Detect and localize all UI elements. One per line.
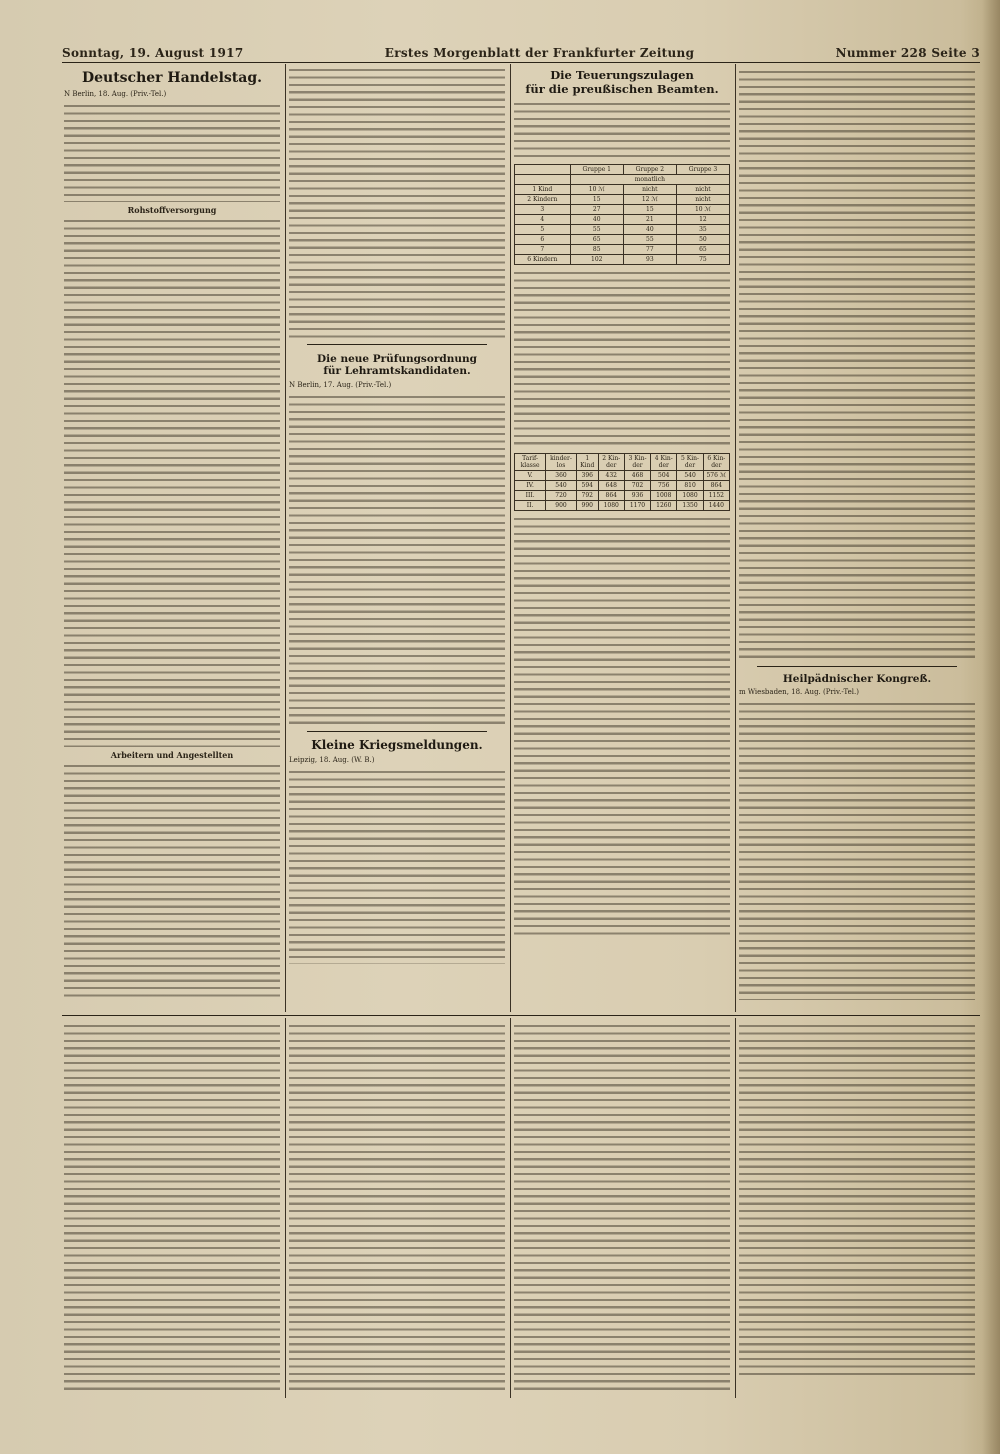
- feuilleton-column: [64, 1022, 280, 1394]
- section-heading: Arbeitern und Angestellten: [110, 750, 234, 760]
- text-block: [64, 217, 280, 747]
- article-dateline: N Berlin, 17. Aug. (Priv.-Tel.): [289, 381, 392, 389]
- text-block: [289, 66, 505, 338]
- article-headline: Kleine Kriegsmeldungen.: [311, 738, 483, 752]
- article-dateline: m Wiesbaden, 18. Aug. (Priv.-Tel.): [739, 688, 859, 696]
- table-header: Gruppe 1: [570, 165, 623, 175]
- column-divider: [510, 1018, 511, 1398]
- table-row: III. 720 792 864 936 1008 1080 1152: [515, 491, 730, 501]
- table-row: 2 Kindern 15 12 ℳ nicht: [515, 195, 730, 205]
- article-teuerung: [514, 68, 730, 1010]
- text-block: [514, 269, 730, 449]
- separator: [307, 344, 487, 345]
- table-unit: monatlich: [570, 175, 729, 185]
- issue-number: Nummer 228 Seite 3: [835, 46, 980, 60]
- table-row: 4 40 21 12: [515, 215, 730, 225]
- text-block: [514, 515, 730, 935]
- issue-date: Sonntag, 19. August 1917: [62, 46, 244, 60]
- article-headline: Die Teuerungszulagen: [550, 68, 694, 82]
- article-headline: Die neue Prüfungsordnung: [317, 353, 477, 365]
- article-dateline: Leipzig, 18. Aug. (W. B.): [289, 756, 375, 764]
- article-dateline: N Berlin, 18. Aug. (Priv.-Tel.): [64, 90, 167, 98]
- column-divider: [285, 1018, 286, 1398]
- text-block: [64, 762, 280, 1002]
- text-block: [739, 700, 975, 1000]
- article-headline: Deutscher Handelstag.: [81, 70, 262, 86]
- column-divider: [285, 64, 286, 1012]
- tariff-table: Tarif-klasse kinder-los 1 Kind 2 Kin-der 3 Kin-der 4 Kin-der 5 Kin-der 6 Kin-der V. 360 396 432 468 504 540 576 ℳ IV. 540 594 648 702 756 810 864 III. 720 792 864 936 1008 1080 1152 II. 900 990 1080 1170 1260 1350 1440: [514, 453, 730, 511]
- table-row: 1 Kind 10 ℳ nicht nicht: [515, 185, 730, 195]
- table-row: 3 27 15 10 ℳ: [515, 205, 730, 215]
- table-row: IV. 540 594 648 702 756 810 864: [515, 481, 730, 491]
- separator: [757, 666, 957, 667]
- table-row: II. 900 990 1080 1170 1260 1350 1440: [515, 501, 730, 511]
- feuilleton-rule: [62, 1015, 980, 1016]
- table-header: Gruppe 3: [676, 165, 729, 175]
- feuilleton-column: [514, 1022, 730, 1394]
- masthead-rule: [62, 62, 980, 63]
- text-block: [64, 102, 280, 202]
- newspaper-title: Erstes Morgenblatt der Frankfurter Zeitung: [384, 46, 695, 60]
- article-subheadline: für die preußischen Beamten.: [525, 82, 719, 96]
- feuilleton-column: [289, 1022, 505, 1394]
- table-row: 6 Kindern 102 93 75: [515, 255, 730, 265]
- column-divider: [735, 64, 736, 1012]
- column-two: [289, 66, 505, 1010]
- table-row: 5 55 40 35: [515, 225, 730, 235]
- pay-table: [514, 164, 730, 265]
- column-divider: [510, 64, 511, 1012]
- text-block: [289, 393, 505, 725]
- text-block: [289, 768, 505, 964]
- article-subheadline: für Lehramtskandidaten.: [323, 365, 471, 377]
- text-block: [514, 100, 730, 160]
- table-row: 6 65 55 50: [515, 235, 730, 245]
- table-header: Gruppe 2: [623, 165, 676, 175]
- column-four: [739, 68, 975, 1010]
- masthead: [62, 42, 980, 60]
- feuilleton-column: [739, 1022, 975, 1377]
- section-heading: Rohstoffversorgung: [127, 205, 217, 215]
- text-block: [739, 68, 975, 660]
- binding-shadow: [982, 0, 1000, 1454]
- separator: [307, 731, 487, 732]
- article-handelstag: [64, 70, 280, 1010]
- article-headline: Heilpädnischer Kongreß.: [782, 673, 932, 685]
- table-row: V. 360 396 432 468 504 540 576 ℳ: [515, 471, 730, 481]
- table-row: 7 85 77 65: [515, 245, 730, 255]
- column-divider: [735, 1018, 736, 1398]
